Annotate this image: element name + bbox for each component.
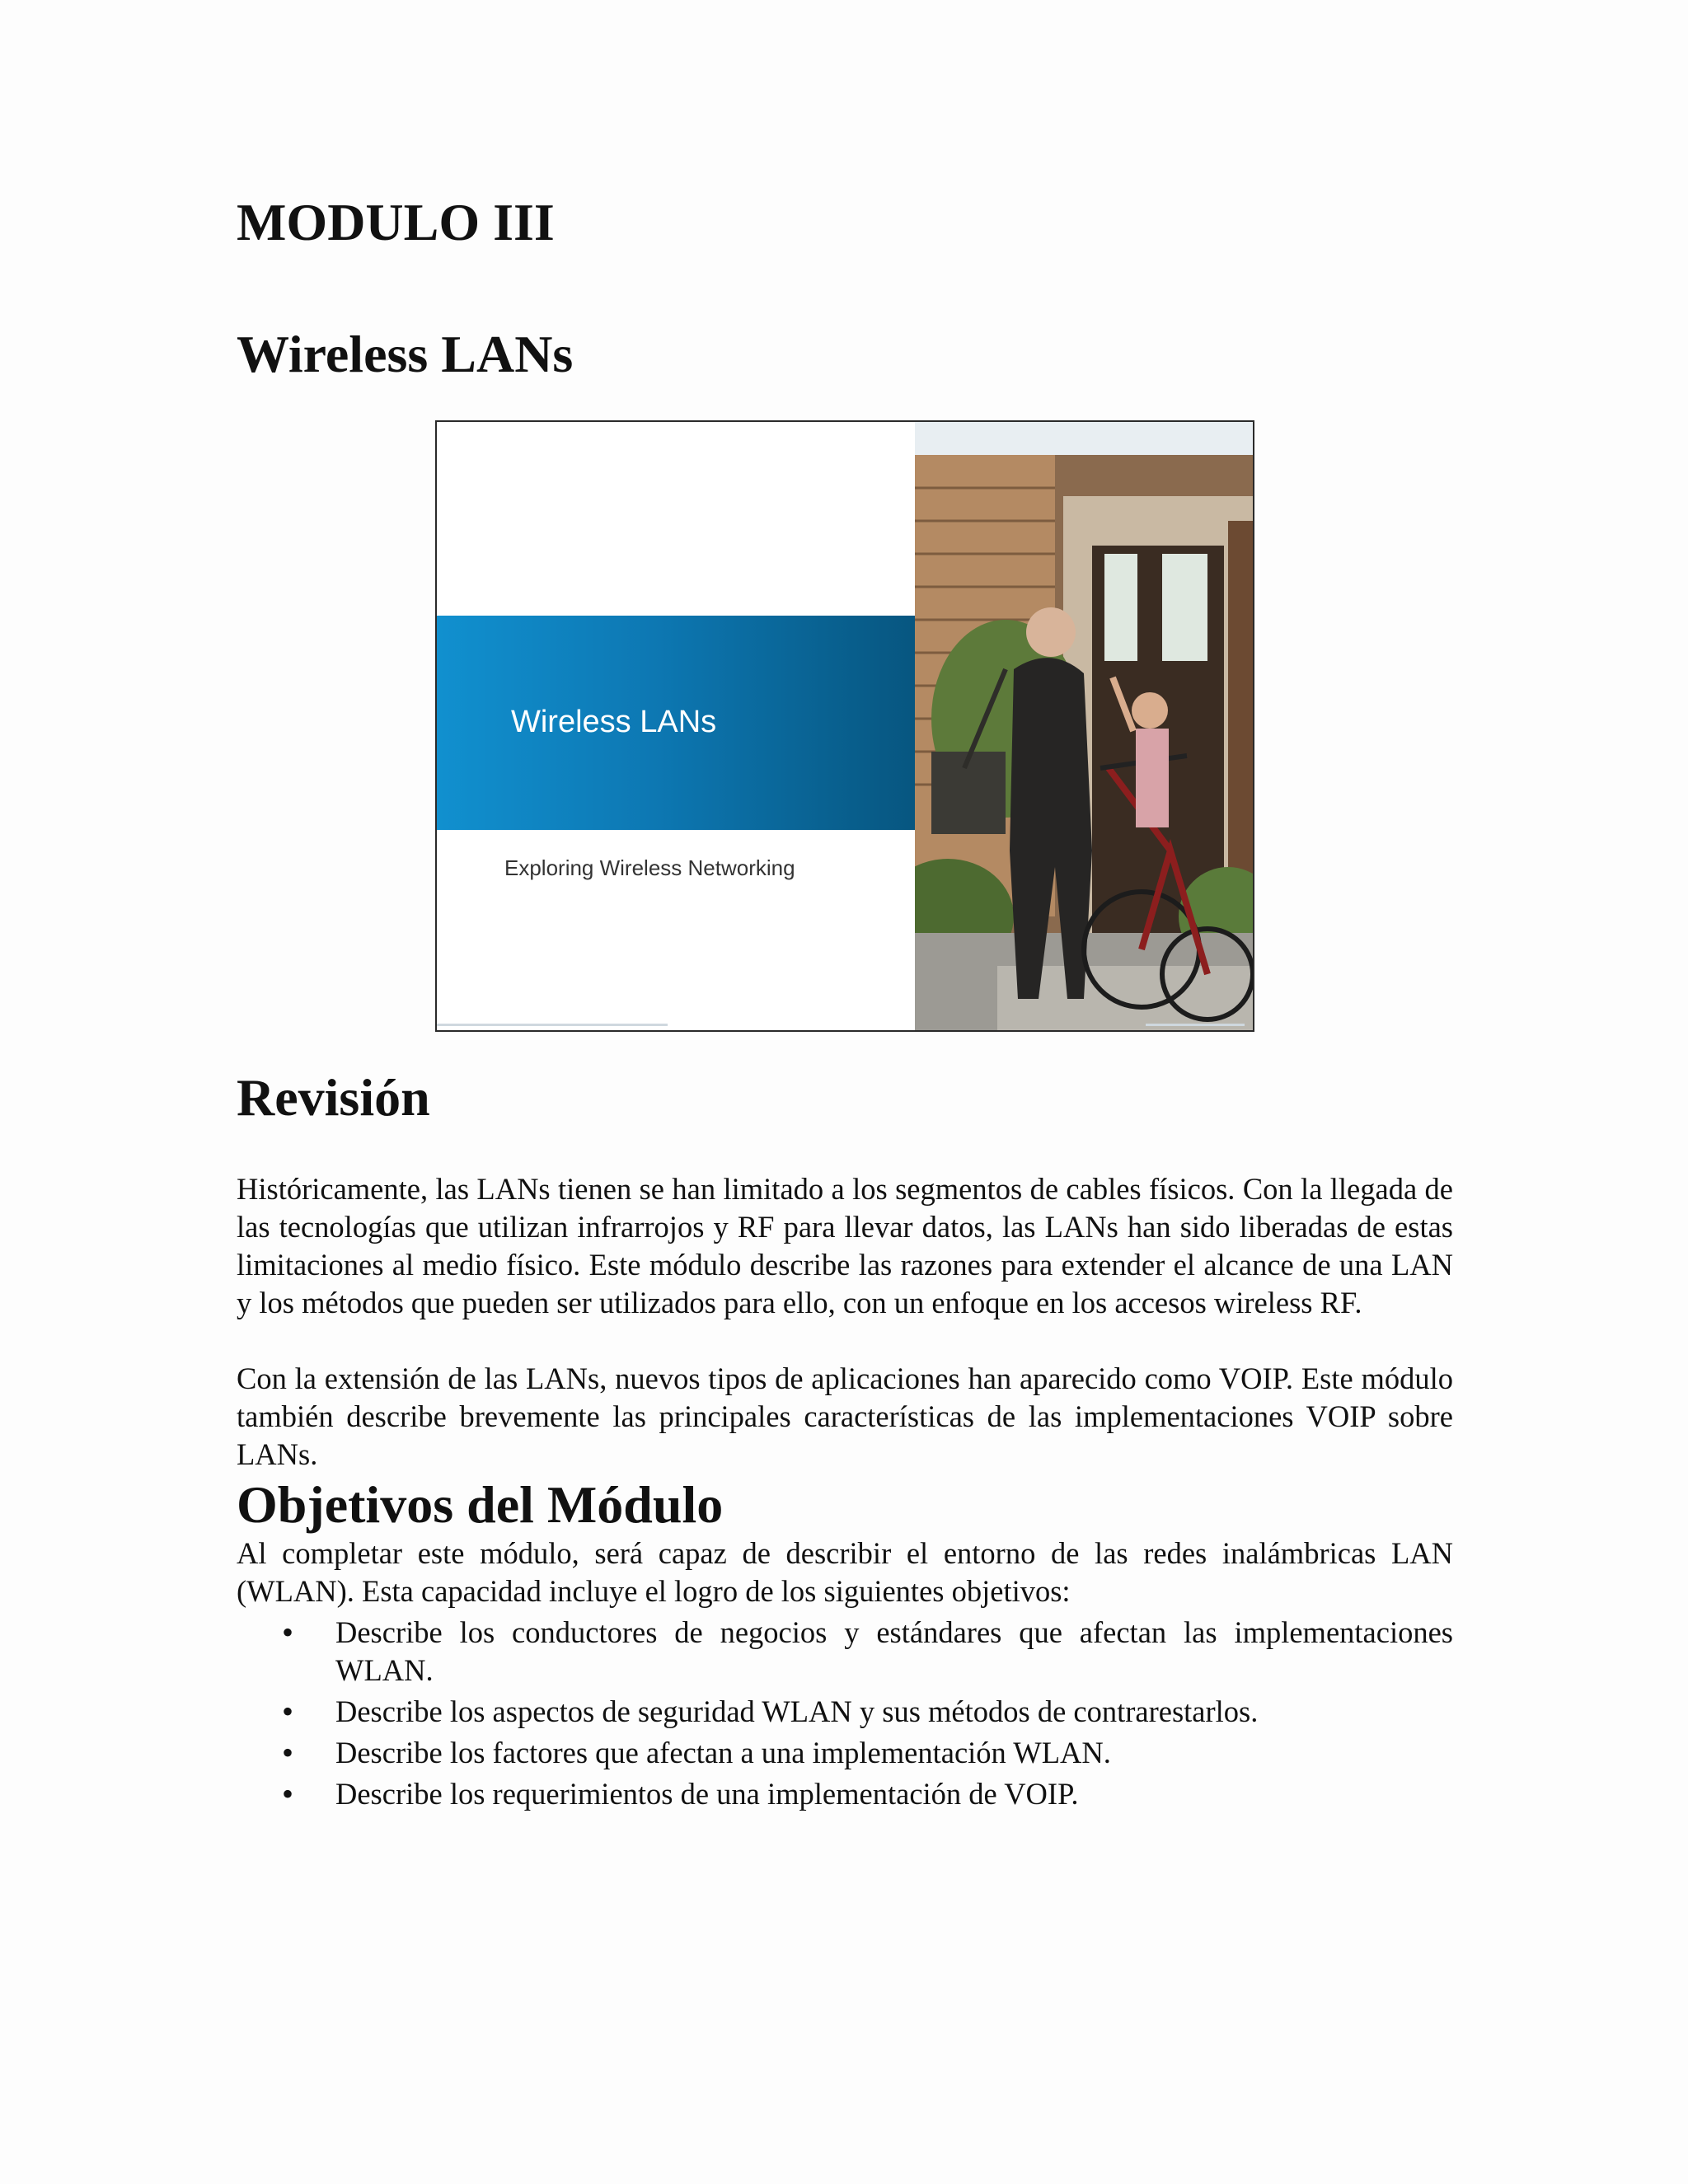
review-heading: Revisión: [237, 1068, 430, 1127]
objectives-heading: Objetivos del Módulo: [237, 1475, 724, 1534]
slide-footer: [437, 1024, 1253, 1029]
module-heading: MODULO III: [237, 193, 555, 251]
slide-photo: [915, 422, 1254, 1032]
list-item: • Describe los requerimientos de una implementación de VOIP.: [237, 1775, 1453, 1813]
list-item: • Describe los conductores de negocios y estándares que afectan las implementaciones WLAN.: [237, 1614, 1453, 1690]
list-item: • Describe los aspectos de seguridad WLAN y sus métodos de contrarestarlos.: [237, 1693, 1453, 1731]
objectives-intro: Al completar este módulo, será capaz de describir el entorno de las redes inalámbricas LAN (WLAN). Esta capacidad incluye el logro de los siguientes objetivos:: [237, 1536, 1453, 1608]
list-item: • Describe los factores que afectan a una implementación WLAN.: [237, 1734, 1453, 1772]
review-paragraph-2: Con la extensión de las LANs, nuevos tipos de aplicaciones han aparecido como VOIP. Este módulo también describe brevemente las principales características de las implementaciones VOIP sobre LANs.: [237, 1361, 1453, 1471]
slide-subtitle: Exploring Wireless Networking: [504, 855, 795, 880]
title-heading: Wireless LANs: [237, 325, 574, 383]
slide-image: [435, 420, 1254, 1032]
objectives-list: [237, 1614, 1453, 1816]
review-paragraph-1: Históricamente, las LANs tienen se han limitado a los segmentos de cables físicos. Con la llegada de las tecnologías que utilizan infrarrojos y RF para llevar datos, las LANs han sido liberadas de estas limitaciones al medio físico. Este módulo describe las razones para extender el alcance de una LAN y los métodos que pueden ser utilizados para ello, con un enfoque en los accesos wireless RF.: [237, 1172, 1453, 1319]
slide-title: Wireless LANs: [511, 705, 717, 739]
